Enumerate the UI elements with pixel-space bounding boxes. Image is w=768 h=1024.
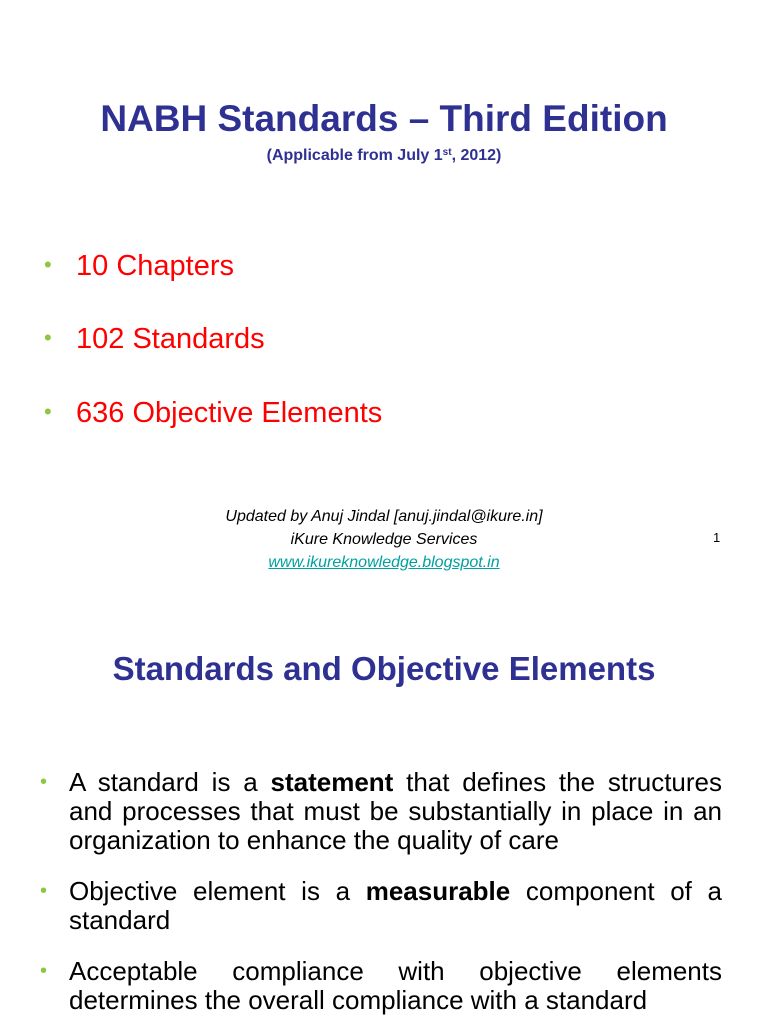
slide-title: Standards and Objective Elements [112, 650, 656, 687]
list-item-text: Acceptable compliance with objective elements determines the overall compliance with a standard [69, 956, 722, 1015]
list-item [44, 397, 382, 430]
subtitle-text: (Applicable from July 1 [266, 147, 443, 164]
slide-title: NABH Standards – Third Edition [100, 98, 668, 139]
list-item [38, 957, 722, 1015]
subtitle-superscript: st [442, 147, 452, 158]
list-item-text: 102 Standards [76, 323, 265, 355]
bullet-icon: • [40, 960, 48, 982]
list-item-text: 636 Objective Elements [76, 397, 383, 429]
page-number: 1 [713, 530, 721, 545]
author-line: Updated by Anuj Jindal [anuj.jindal@ikure.in] [225, 508, 543, 525]
slide-subtitle [0, 147, 768, 165]
list-item-text: A standard is a statement that defines the structures and processes that must be substantially in place in an organization to enhance the quality of care [69, 767, 722, 855]
list-item [44, 323, 265, 356]
definition-list [38, 768, 722, 1024]
bullet-icon: • [44, 252, 52, 277]
list-item-text: 10 Chapters [76, 250, 234, 282]
subtitle-text-end: , 2012) [451, 147, 502, 164]
list-item [38, 877, 722, 935]
bullet-icon: • [44, 399, 52, 424]
bullet-icon: • [40, 880, 48, 902]
credits [0, 505, 768, 574]
list-item-text: Objective element is a measurable component of a standard [69, 876, 722, 935]
blog-link[interactable]: www.ikureknowledge.blogspot.in [268, 554, 500, 571]
slide-2 [0, 600, 768, 1024]
bullet-icon: • [40, 771, 48, 793]
bullet-icon: • [44, 325, 52, 350]
list-item [44, 250, 234, 283]
list-item [38, 768, 722, 855]
organization-line: iKure Knowledge Services [290, 531, 478, 548]
